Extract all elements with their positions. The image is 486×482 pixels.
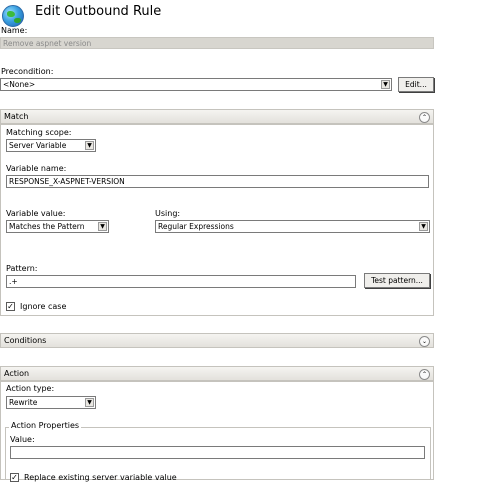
pattern-input[interactable]: .+ [6, 275, 356, 288]
match-section-header[interactable] [0, 109, 434, 124]
action-properties-title: Action Properties [11, 421, 80, 430]
chevron-down-icon[interactable]: ▼ [85, 141, 94, 150]
page-title: Edit Outbound Rule [35, 4, 162, 19]
precondition-label: Precondition: [1, 67, 54, 76]
replace-checkbox[interactable]: ✓ [11, 473, 18, 482]
matching-scope-dropdown[interactable] [6, 139, 96, 152]
action-type-label: Action type: [6, 384, 55, 393]
replace-label: Replace existing server variable value [24, 473, 177, 482]
using-dropdown[interactable] [155, 220, 430, 233]
action-header-label: Action [4, 369, 30, 378]
action-type-value: Rewrite [9, 398, 38, 407]
matching-scope-value: Server Variable [9, 141, 67, 150]
conditions-header-label: Conditions [4, 336, 47, 345]
variable-value-value: Matches the Pattern [9, 222, 85, 231]
chevron-down-icon[interactable]: ▼ [85, 398, 94, 407]
action-section-header[interactable] [0, 366, 434, 381]
ignore-case-label: Ignore case [20, 302, 67, 311]
variable-value-label: Variable value: [6, 209, 66, 218]
name-field[interactable]: Remove aspnet version [0, 37, 434, 49]
name-label: Name: [1, 26, 28, 35]
collapse-icon[interactable]: ⌃ [419, 369, 430, 380]
matching-scope-label: Matching scope: [6, 128, 72, 137]
ignore-case-checkbox[interactable]: ✓ [7, 302, 14, 311]
variable-value-dropdown[interactable] [6, 220, 109, 233]
collapse-icon[interactable]: ⌃ [419, 112, 430, 123]
globe-icon [2, 5, 24, 27]
expand-icon[interactable]: ⌄ [419, 336, 430, 347]
using-value: Regular Expressions [158, 222, 234, 231]
pattern-label: Pattern: [6, 264, 38, 273]
value-label: Value: [10, 435, 35, 444]
chevron-down-icon[interactable]: ▼ [98, 222, 107, 231]
using-label: Using: [155, 209, 181, 218]
variable-name-input[interactable]: RESPONSE_X-ASPNET-VERSION [6, 175, 429, 188]
precondition-dropdown[interactable] [0, 78, 392, 91]
match-header-label: Match [4, 112, 29, 121]
precondition-value: <None> [3, 80, 36, 89]
chevron-down-icon[interactable]: ▼ [419, 222, 428, 231]
precondition-edit-button[interactable]: Edit... [398, 77, 434, 92]
conditions-section-header[interactable] [0, 333, 434, 348]
chevron-down-icon[interactable]: ▼ [381, 80, 390, 89]
test-pattern-button[interactable]: Test pattern... [364, 273, 430, 288]
variable-name-label: Variable name: [6, 164, 67, 173]
action-type-dropdown[interactable] [6, 396, 96, 409]
value-input[interactable] [10, 446, 425, 459]
